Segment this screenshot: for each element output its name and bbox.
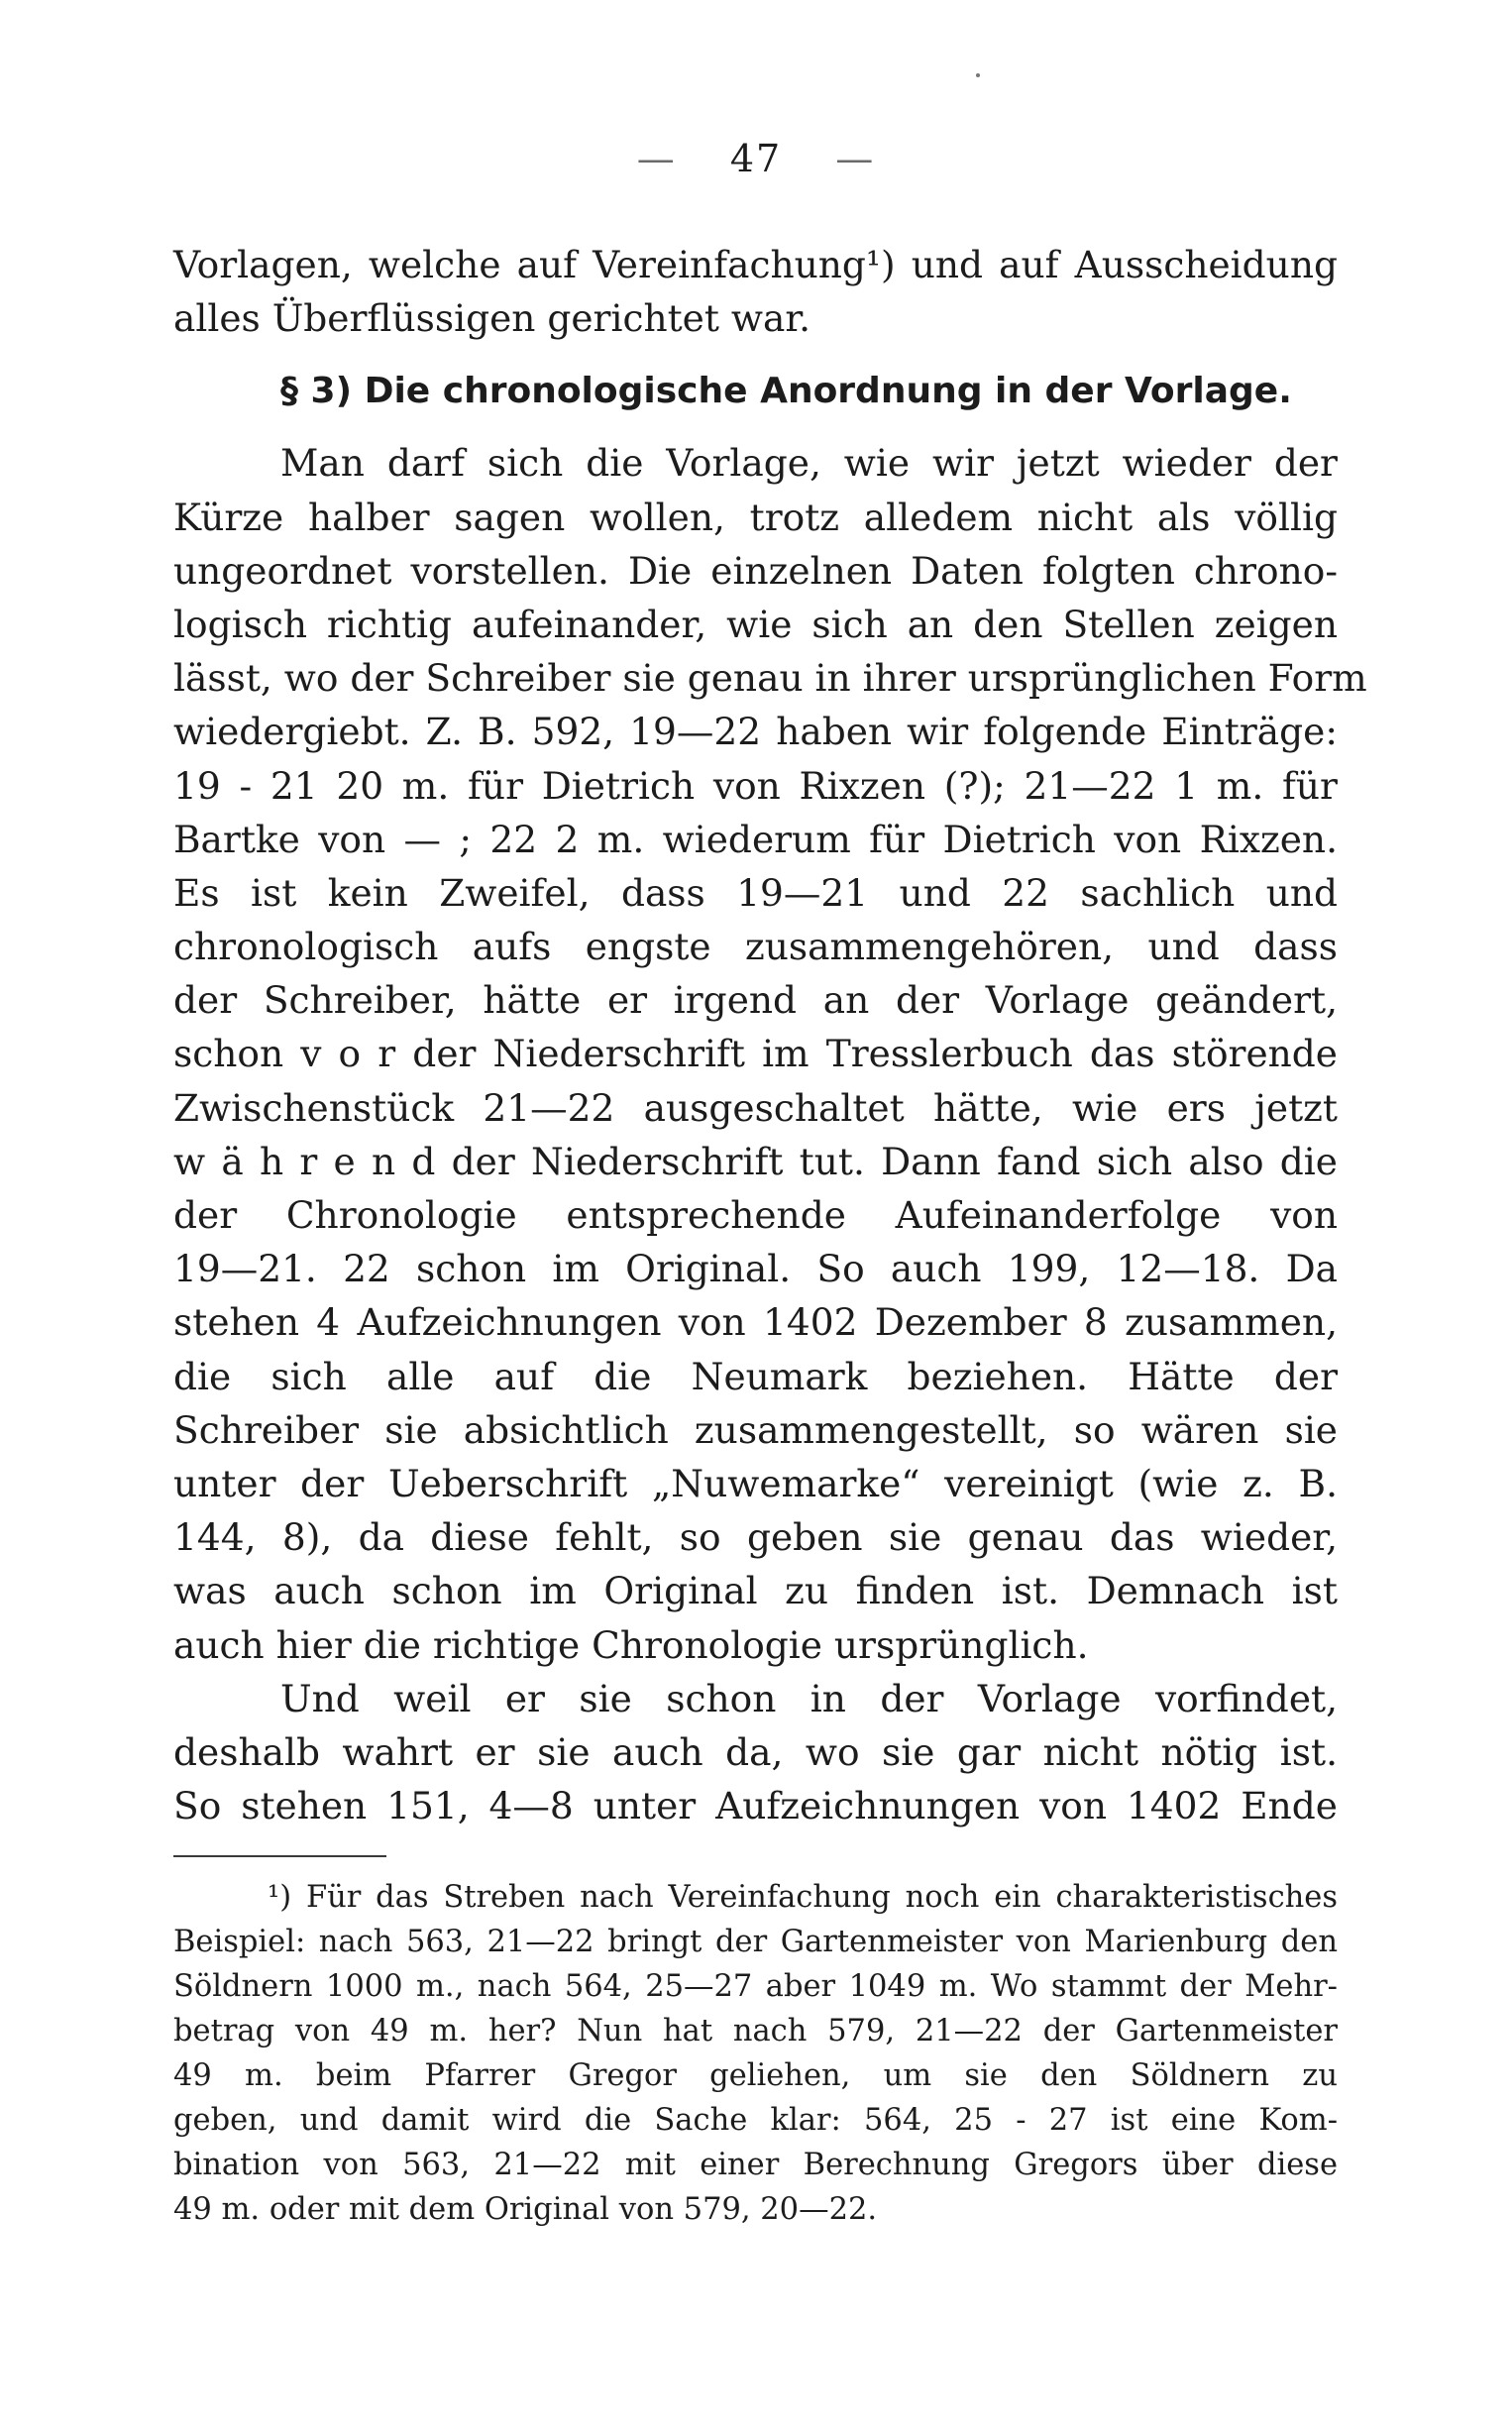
footnote-line: ¹) Für das Streben nach Vereinfachung noch ein charakteristisches: [268, 1880, 1338, 1915]
footnote-line: bination von 563, 21—22 mit einer Berechnung Gregors über diese: [173, 2148, 1338, 2182]
footnote-line: Beispiel: nach 563, 21—22 bringt der Gartenmeister von Marienburg den: [173, 1925, 1338, 1959]
footnote-line: 49 m. beim Pfarrer Gregor geliehen, um sie den Söldnern zu: [173, 2058, 1338, 2093]
text-line: die sich alle auf die Neumark beziehen. Hätte der: [173, 1354, 1338, 1398]
text-line: 144, 8), da diese fehlt, so geben sie genau das wieder,: [173, 1515, 1338, 1560]
text-line: alles Überflüssigen gerichtet war.: [173, 296, 811, 341]
text-line: ungeordnet vorstellen. Die einzelnen Daten folgten chrono-: [173, 548, 1338, 593]
text-line: deshalb wahrt er sie auch da, wo sie gar nicht nötig ist.: [173, 1729, 1338, 1774]
page-number: 47: [729, 137, 783, 180]
text-line: logisch richtig aufeinander, wie sich an den Stellen zeigen: [173, 602, 1338, 646]
text-line: Es ist kein Zweifel, dass 19—21 und 22 sachlich und: [173, 870, 1338, 915]
text-line: Kürze halber sagen wollen, trotz alledem nicht als völlig: [173, 495, 1338, 539]
paragraph: [173, 436, 1367, 1671]
footnote-line: Söldnern 1000 m., nach 564, 25—27 aber 1049 m. Wo stammt der Mehr-: [173, 1969, 1338, 2004]
text-line: wiedergiebt. Z. B. 592, 19—22 haben wir folgende Einträge:: [173, 710, 1338, 754]
footnote-line: 49 m. oder mit dem Original von 579, 20—22.: [173, 2192, 878, 2227]
text-line: w ä h r e n d der Niederschrift tut. Dann fand sich also die: [173, 1139, 1338, 1183]
text-line: schon v o r der Niederschrift im Tresslerbuch das störende: [173, 1032, 1338, 1076]
text-line: So stehen 151, 4—8 unter Aufzeichnungen von 1402 Ende: [173, 1784, 1338, 1828]
footnote-line: betrag von 49 m. her? Nun hat nach 579, 21—22 der Gartenmeister: [173, 2014, 1338, 2048]
section-heading: § 3) Die chronologische Anordnung in der Vorlage.: [280, 371, 1292, 412]
page-header: [0, 137, 1512, 180]
main-text: [173, 238, 1367, 1832]
header-dash-right: —: [835, 137, 876, 180]
text-line: der Schreiber, hätte er irgend an der Vorlage geändert,: [173, 978, 1338, 1023]
text-line: Zwischenstück 21—22 ausgeschaltet hätte, wie ers jetzt: [173, 1085, 1338, 1130]
text-line: was auch schon im Original zu finden ist. Demnach ist: [173, 1569, 1338, 1613]
text-line: 19—21. 22 schon im Original. So auch 199, 12—18. Da: [173, 1247, 1338, 1291]
text-line: Und weil er sie schon in der Vorlage vorfindet,: [280, 1676, 1338, 1720]
footnote-divider: [173, 1855, 386, 1857]
text-line: Schreiber sie absichtlich zusammengestellt, so wären sie: [173, 1407, 1338, 1452]
footnote: [173, 1875, 1338, 2232]
paragraph: [173, 1672, 1338, 1833]
text-line: 19 - 21 20 m. für Dietrich von Rixzen (?); 21—22 1 m. für: [173, 763, 1338, 808]
text-line: chronologisch aufs engste zusammengehören, und dass: [173, 925, 1338, 969]
footnote-line: geben, und damit wird die Sache klar: 564, 25 - 27 ist eine Kom-: [173, 2103, 1338, 2138]
text-line: der Chronologie entsprechende Aufeinanderfolge von: [173, 1193, 1338, 1237]
text-line: auch hier die richtige Chronologie ursprünglich.: [173, 1622, 1089, 1667]
text-line: unter der Ueberschrift „Nuwemarke“ vereinigt (wie z. B.: [173, 1461, 1338, 1505]
text-line: Bartke von — ; 22 2 m. wiederum für Dietrich von Rixzen.: [173, 817, 1338, 861]
text-line: Vorlagen, welche auf Vereinfachung¹) und auf Ausscheidung: [173, 243, 1338, 286]
text-line: stehen 4 Aufzeichnungen von 1402 Dezember 8 zusammen,: [173, 1300, 1338, 1345]
text-line: lässt, wo der Schreiber sie genau in ihrer ursprünglichen Form: [173, 656, 1367, 701]
text-line: Man darf sich die Vorlage, wie wir jetzt wieder der: [280, 441, 1338, 486]
header-dash-left: —: [636, 137, 677, 180]
scan-speck: [976, 73, 980, 77]
